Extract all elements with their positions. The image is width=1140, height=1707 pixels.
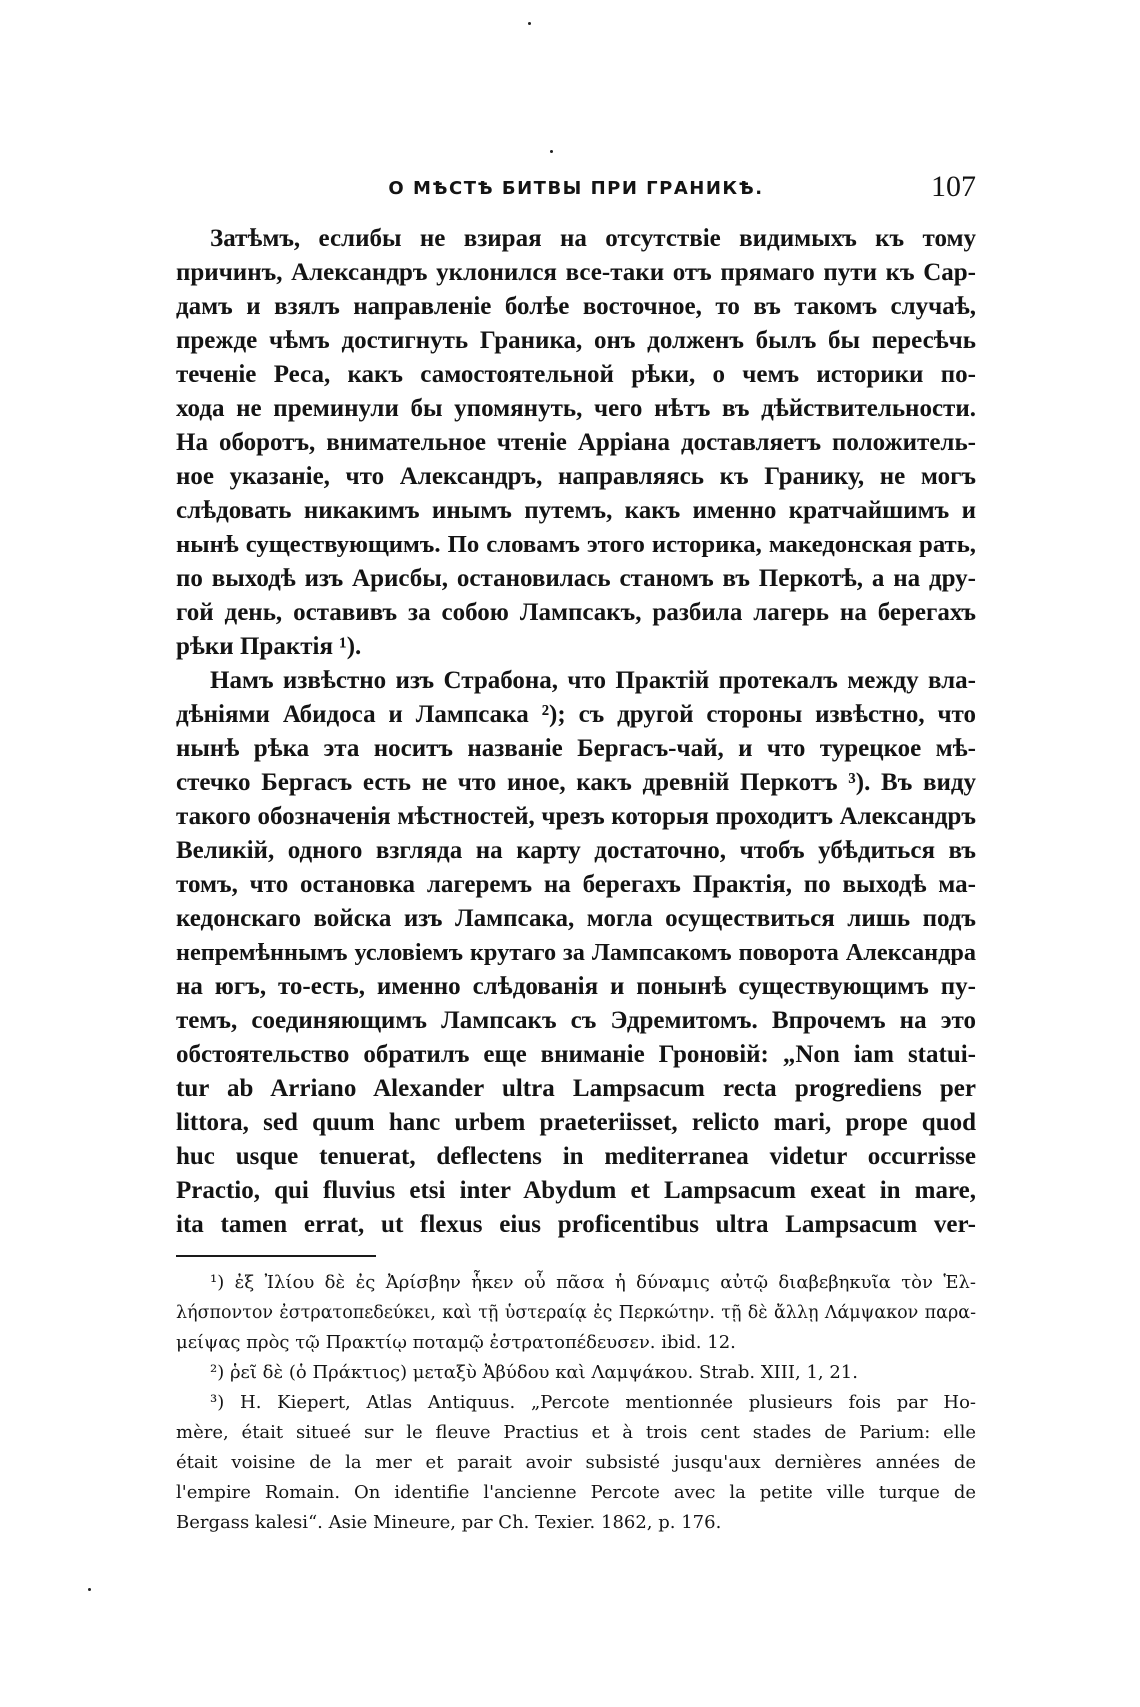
text-line: гой день, оставивъ за собою Лампсакъ, разбила лагерь на берегахъ bbox=[176, 599, 976, 626]
text-line: На оборотъ, внимательное чтеніе Арріана доставляетъ положитель- bbox=[176, 429, 976, 456]
footnote-line: était voisine de la mer et parait avoir subsisté jusqu'aux dernières années de bbox=[176, 1452, 976, 1473]
footnote-line: ¹) ἐξ Ἰλίου δὲ ἐς Ἀρίσβην ἧκεν οὗ πᾶσα ἡ δύναμις αὐτῷ διαβεβηκυῖα τὸν Ἑλ- bbox=[210, 1272, 976, 1293]
footnote-line: Bergass kalesi“. Asie Mineure, par Ch. Texier. 1862, p. 176. bbox=[176, 1512, 722, 1533]
text-line: такого обозначенія мѣстностей, чрезъ которыя проходитъ Александръ bbox=[176, 803, 976, 830]
text-line: кедонскаго войска изъ Лампсака, могла осуществиться лишь подъ bbox=[176, 905, 976, 932]
footnote-line: ³) H. Kiepert, Atlas Antiquus. „Percote mentionnée plusieurs fois par Ho- bbox=[210, 1392, 976, 1413]
text-line: нынѣ существующимъ. По словамъ этого историка, македонская рать, bbox=[176, 531, 976, 558]
text-line: Practio, qui fluvius etsi inter Abydum et Lampsacum exeat in mare, bbox=[176, 1177, 976, 1204]
text-line: обстоятельство обратилъ еще вниманіе Гроновій: „Non iam statui- bbox=[176, 1041, 976, 1068]
scan-speck bbox=[528, 22, 531, 25]
text-line: tur ab Arriano Alexander ultra Lampsacum recta progrediens per bbox=[176, 1075, 976, 1102]
text-line: непремѣннымъ условіемъ крутаго за Лампсакомъ поворота Александра bbox=[176, 939, 976, 966]
page-header bbox=[176, 170, 976, 210]
text-line: Великій, одного взгляда на карту достаточно, чтобъ убѣдиться въ bbox=[176, 837, 976, 864]
scan-speck bbox=[550, 150, 553, 153]
text-line: хода не преминули бы упомянуть, чего нѣтъ въ дѣйствительности. bbox=[176, 395, 976, 422]
text-line: по выходѣ изъ Арисбы, остановилась станомъ въ Перкотѣ, а на дру- bbox=[176, 565, 976, 592]
scan-speck bbox=[88, 1588, 91, 1591]
text-line: темъ, соединяющимъ Лампсакъ съ Эдремитомъ. Впрочемъ на это bbox=[176, 1007, 976, 1034]
text-line: дѣніями Абидоса и Лампсака ²); съ другой стороны извѣстно, что bbox=[176, 701, 976, 728]
footnote-separator bbox=[176, 1255, 376, 1257]
main-text bbox=[176, 222, 976, 1242]
text-line: нынѣ рѣка эта носитъ названіе Бергасъ-чай, и что турецкое мѣ- bbox=[176, 735, 976, 762]
text-line: стечко Бергасъ есть не что иное, какъ древній Перкотъ ³). Въ виду bbox=[176, 769, 976, 796]
footnote-line: λήσποντον ἐστρατοπεδεύκει, καὶ τῇ ὑστεραίᾳ ἐς Περκώτην. τῇ δὲ ἄλλῃ Λάμψακον παρα- bbox=[176, 1303, 976, 1323]
text-line: littora, sed quum hanc urbem praeteriisset, relicto mari, prope quod bbox=[176, 1109, 976, 1136]
footnote-line: ²) ῥεῖ δὲ (ὁ Πράκτιος) μεταξὺ Ἀβύδου καὶ Λαμψάκου. Strab. XIII, 1, 21. bbox=[210, 1362, 858, 1383]
text-line: ное указаніе, что Александръ, направляясь къ Гранику, не могъ bbox=[176, 463, 976, 490]
text-line: рѣки Практія ¹). bbox=[176, 633, 362, 660]
text-line: дамъ и взялъ направленіе болѣе восточное, то въ такомъ случаѣ, bbox=[176, 293, 976, 320]
text-line: томъ, что остановка лагеремъ на берегахъ Практія, по выходѣ ма- bbox=[176, 871, 976, 898]
text-line: слѣдовать никакимъ инымъ путемъ, какъ именно кратчайшимъ и bbox=[176, 497, 976, 524]
footnote-line: mère, était situeé sur le fleuve Practius et à trois cent stades de Parium: elle bbox=[176, 1422, 976, 1443]
text-line: на югъ, то-есть, именно слѣдованія и понынѣ существующимъ пу- bbox=[176, 973, 976, 1000]
text-line: huc usque tenuerat, deflectens in mediterranea videtur occurrisse bbox=[176, 1143, 976, 1170]
page-number: 107 bbox=[931, 170, 976, 203]
footnotes bbox=[176, 1268, 976, 1538]
text-line: прежде чѣмъ достигнуть Граника, онъ долженъ былъ бы пересѣчь bbox=[176, 327, 976, 354]
text-line: Затѣмъ, еслибы не взирая на отсутствіе видимыхъ къ тому bbox=[210, 225, 976, 252]
text-line: Намъ извѣстно изъ Страбона, что Практій протекалъ между вла- bbox=[210, 667, 976, 694]
footnote-line: l'empire Romain. On identifie l'ancienne Percote avec la petite ville turque de bbox=[176, 1482, 976, 1503]
text-line: ita tamen errat, ut flexus eius proficentibus ultra Lampsacum ver- bbox=[176, 1211, 976, 1238]
text-line: причинъ, Александръ уклонился все-таки отъ прямаго пути къ Сар- bbox=[176, 259, 976, 286]
footnote-line: μείψας πρὸς τῷ Πρακτίῳ ποταμῷ ἐστρατοπέδευσεν. ibid. 12. bbox=[176, 1332, 736, 1353]
text-line: теченіе Реса, какъ самостоятельной рѣки, о чемъ историки по- bbox=[176, 361, 976, 388]
running-title: О МѢСТѢ БИТВЫ ПРИ ГРАНИКѢ. bbox=[388, 178, 764, 199]
